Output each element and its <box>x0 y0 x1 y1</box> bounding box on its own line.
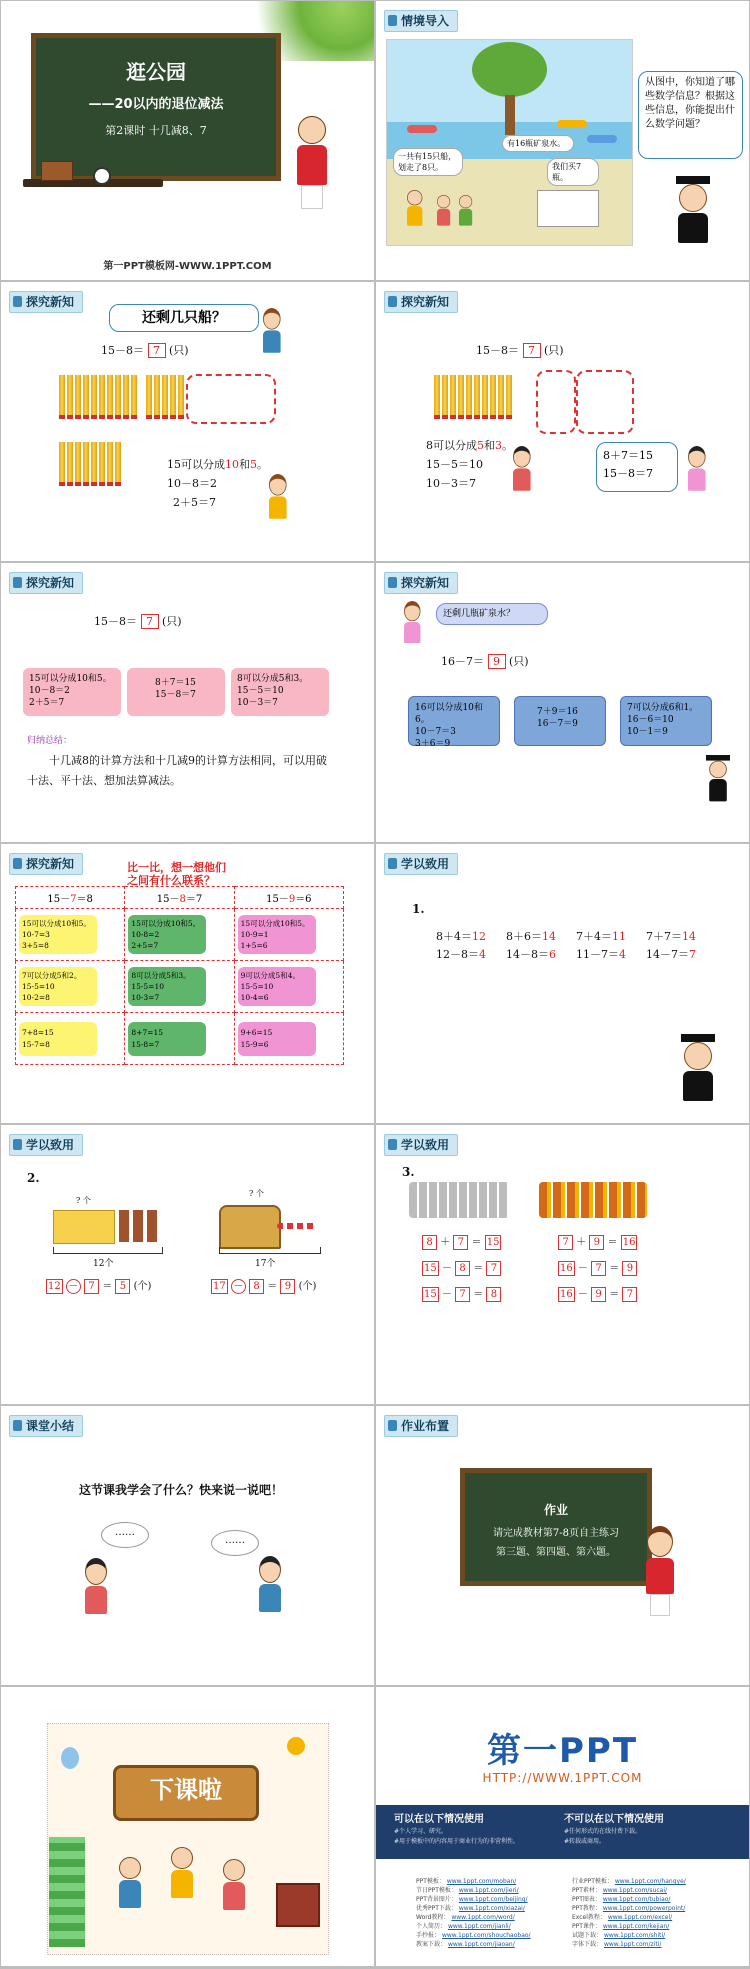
boy-figure <box>269 474 287 519</box>
link-row[interactable]: 教案下载： www.1ppt.com/jiaoan/ <box>416 1941 515 1948</box>
step-line: 2＋5＝7 <box>173 496 216 509</box>
link-row[interactable]: 手抄报： www.1ppt.com/shouchaobao/ <box>416 1932 531 1939</box>
boat-icon <box>557 120 587 128</box>
links-left <box>416 1877 531 1949</box>
compare-prompt: 比一比，想一想他们 <box>127 861 226 874</box>
chicks-icon <box>539 1182 647 1218</box>
add-bubble: 8＋7＝15 15－8＝7 <box>596 442 678 492</box>
doctor-figure <box>681 1034 715 1101</box>
total-label: 17个 <box>255 1259 276 1269</box>
child-figure <box>119 1857 141 1908</box>
equation: 17 － 8 ＝ 9 (个) <box>213 1281 317 1292</box>
unknown-label: ? 个 <box>249 1189 264 1198</box>
sun-icon <box>287 1737 305 1755</box>
cupcakes-icon <box>119 1210 161 1242</box>
exercise-item: 12－8＝4 <box>436 948 486 961</box>
slide-4-boats <box>376 282 749 561</box>
section-tag: 探究新知 <box>384 291 458 313</box>
exercise-item: 14－7＝7 <box>646 948 696 961</box>
usage-bar <box>376 1805 749 1859</box>
cover-title: 逛公园 <box>126 60 186 84</box>
slide-1-cover <box>1 1 374 280</box>
decompose-line: 8可以分成5和3。 <box>426 439 513 452</box>
slide-3-boats <box>1 282 374 561</box>
method-card: 8可以分成5和3。 15－5＝10 10－3＝7 <box>231 668 329 716</box>
leaf-pillar <box>49 1837 85 1947</box>
brand-logo: 第一PPT <box>486 1731 639 1771</box>
cell-card: 15可以分成10和5。 10-9=1 1+5=6 <box>238 915 316 954</box>
girl-figure <box>85 1558 107 1614</box>
child-figure <box>459 195 472 226</box>
girl-figure <box>404 601 421 643</box>
cell-card: 8+7=15 15-8=7 <box>128 1022 206 1056</box>
section-tag: 探究新知 <box>9 572 83 594</box>
slide-11-wrapup <box>1 1406 374 1685</box>
exercise-item: 11－7＝4 <box>576 948 626 961</box>
summary-label: 归纳总结： <box>27 736 73 746</box>
cell-card: 7+8=15 15-7=8 <box>19 1022 97 1056</box>
link-row[interactable]: PPT教程： www.1ppt.com/powerpoint/ <box>572 1905 686 1912</box>
eq-text: 15－8＝ <box>101 344 144 357</box>
exercise-item: 14－8＝6 <box>506 948 556 961</box>
link-row[interactable]: Excel教程： www.1ppt.com/excel/ <box>572 1914 673 1921</box>
equation: 8 ＋ 7 ＝ 15 <box>422 1233 501 1250</box>
boat-icon <box>587 135 617 143</box>
slide-2-scene <box>376 1 749 280</box>
method-card: 16可以分成10和6。 10－7＝3 3＋6＝9 <box>408 696 500 746</box>
section-tag: 作业布置 <box>384 1415 458 1437</box>
cell-card: 7可以分成5和2。 15-5=10 10-2=8 <box>19 967 97 1006</box>
summary-text: 十几减8的计算方法和十几减9的计算方法相同，可以用破十法、平十法、想加法算减法。 <box>27 754 327 787</box>
child-figure <box>437 195 450 226</box>
teacher-figure <box>646 1526 674 1616</box>
exercise-item: 8＋6＝14 <box>506 930 556 943</box>
homework-title: 作业 <box>543 1503 568 1517</box>
unknown-label: ? 个 <box>76 1196 91 1205</box>
cover-footer: 第一PPT模板网-WWW.1PPT.COM <box>103 261 272 272</box>
exercise-item: 7＋4＝11 <box>576 930 626 943</box>
balloon-icon <box>61 1747 79 1769</box>
beads-icon <box>277 1223 317 1229</box>
ending-title: 下课啦 <box>113 1765 259 1821</box>
slide-6-water <box>376 563 749 842</box>
child-figure <box>171 1847 193 1898</box>
equation <box>101 342 189 358</box>
cake-icon <box>53 1210 115 1244</box>
section-tag: 情境导入 <box>384 10 458 32</box>
link-row[interactable]: PPT课件： www.1ppt.com/kejian/ <box>572 1923 670 1930</box>
cannot-item: #转载或商用。 <box>564 1838 606 1845</box>
thought-bubble: …… <box>211 1530 259 1556</box>
equation: 15－8＝ 7 (只) <box>94 615 182 628</box>
equation: 16 － 7 ＝ 9 <box>558 1259 637 1276</box>
exercise-number: 2. <box>27 1171 40 1185</box>
cell-card: 8可以分成5和3。 15-5=10 10-3=7 <box>128 967 206 1006</box>
link-row[interactable]: Word教程： www.1ppt.com/word/ <box>416 1914 515 1921</box>
graduation-cap-icon <box>681 1034 715 1042</box>
step-line: 10－3＝7 <box>426 477 476 490</box>
method-card: 15可以分成10和5。 10－8＝2 2＋5＝7 <box>23 668 121 716</box>
rabbits-icon <box>409 1182 509 1218</box>
boy-figure <box>259 1556 281 1612</box>
equation: 16－7＝ 9 (只) <box>441 655 529 668</box>
books-icon <box>41 161 73 181</box>
link-row[interactable]: PPT图表： www.1ppt.com/tubiao/ <box>572 1896 671 1903</box>
answer-box: 7 <box>141 614 159 629</box>
chalkboard <box>31 33 281 181</box>
col-header: 15－8＝7 <box>125 887 234 909</box>
sticks-bundle <box>59 375 137 419</box>
answer-box: 7 <box>148 343 166 358</box>
link-row[interactable]: 优秀PPT下载： www.1ppt.com/xiazai/ <box>416 1905 525 1912</box>
sticks-loose <box>146 375 184 419</box>
signpost-icon <box>276 1883 320 1927</box>
teacher-figure <box>297 116 327 209</box>
slide-5-summary <box>1 563 374 842</box>
step-line: 15－5＝10 <box>426 458 483 471</box>
girl-figure <box>688 446 706 491</box>
speech-boats: 一共有15只船，划走了8只。 <box>393 148 463 176</box>
cell-card: 9+6=15 15-9=6 <box>238 1022 316 1056</box>
total-label: 12个 <box>93 1259 114 1269</box>
slide-10-practice-3 <box>376 1125 749 1404</box>
link-row[interactable]: 节日PPT模板： www.1ppt.com/jieri/ <box>416 1887 519 1894</box>
equation: 15 － 7 ＝ 8 <box>422 1285 501 1302</box>
slide-13-ending <box>1 1687 374 1966</box>
method-card: 7＋9＝16 16－7＝9 <box>514 696 606 746</box>
can-item: #个人学习、研究。 <box>394 1828 448 1835</box>
sticks-bundle <box>434 375 512 419</box>
speech-buy: 我们买7瓶。 <box>547 158 599 186</box>
step-line: 10－8＝2 <box>167 477 217 490</box>
exercise-item: 7＋7＝14 <box>646 930 696 943</box>
section-tag: 探究新知 <box>9 853 83 875</box>
boy-figure <box>263 308 281 353</box>
dashed-box <box>576 370 634 434</box>
col-header: 15－9＝6 <box>234 887 343 909</box>
equation: 16 － 9 ＝ 7 <box>558 1285 637 1302</box>
can-heading: 可以在以下情况使用 <box>394 1814 484 1825</box>
chalkboard <box>460 1468 652 1586</box>
brace-icon <box>53 1247 163 1254</box>
cell-card: 9可以分成5和4。 15-5=10 10-4=6 <box>238 967 316 1006</box>
equation: 7 ＋ 9 ＝ 16 <box>558 1233 637 1250</box>
equation: 15 － 8 ＝ 7 <box>422 1259 501 1276</box>
homework-line: 请完成教材第7-8页自主练习 <box>492 1528 620 1539</box>
doctor-figure <box>676 176 710 243</box>
method-card: 7可以分成6和1。 16－6＝10 10－1＝9 <box>620 696 712 746</box>
section-tag: 学以致用 <box>384 853 458 875</box>
slide-9-practice-2 <box>1 1125 374 1404</box>
tree-trunk <box>505 95 515 135</box>
sticks-taken <box>59 442 121 486</box>
compare-table <box>15 886 344 1065</box>
stall-icon <box>537 190 599 227</box>
exercise-item: 8＋4＝12 <box>436 930 486 943</box>
slide-12-homework <box>376 1406 749 1685</box>
equation: 12 － 7 ＝ 5 (个) <box>48 1281 152 1292</box>
answer-box: 9 <box>488 654 506 669</box>
homework-line: 第三题、第四题、第六题。 <box>496 1547 616 1558</box>
col-header: 15－7＝8 <box>16 887 125 909</box>
brace-icon <box>219 1247 321 1254</box>
method-card: 8＋7＝15 15－8＝7 <box>127 668 225 716</box>
slide-7-compare <box>1 844 374 1123</box>
can-item: #用于模板中的内容用于商业行为的非营利性。 <box>394 1838 520 1845</box>
wrapup-prompt: 这节课我学会了什么？快来说一说吧！ <box>79 1483 284 1497</box>
link-row[interactable]: PPT背景图片： www.1ppt.com/beijing/ <box>416 1896 528 1903</box>
exercise-number: 3. <box>402 1165 415 1179</box>
equation: 15－8＝ 7 (只) <box>476 344 564 357</box>
section-tag: 课堂小结 <box>9 1415 83 1437</box>
child-figure <box>223 1859 245 1910</box>
section-tag: 学以致用 <box>384 1134 458 1156</box>
doctor-figure <box>706 755 730 801</box>
graduation-cap-icon <box>676 176 710 184</box>
slide-14-credits <box>376 1687 749 1966</box>
thought-bubble: …… <box>101 1522 149 1548</box>
dashed-box <box>186 374 276 424</box>
child-figure <box>407 190 422 226</box>
decompose-line: 15可以分成10和5。 <box>167 458 268 471</box>
link-row[interactable]: 个人简历： www.1ppt.com/jianli/ <box>416 1923 511 1930</box>
section-tag: 探究新知 <box>9 291 83 313</box>
answer-box: 7 <box>523 343 541 358</box>
exercise-number: 1. <box>412 902 425 916</box>
link-row[interactable]: 试题下载： www.1ppt.com/shiti/ <box>572 1932 666 1939</box>
dashed-box <box>536 370 576 434</box>
link-row[interactable]: 行业PPT模板： www.1ppt.com/hangye/ <box>572 1878 686 1885</box>
slide-8-practice-1 <box>376 844 749 1123</box>
cell-card: 15可以分成10和5。 10-8=2 2+5=7 <box>128 915 206 954</box>
link-row[interactable]: PPT素材： www.1ppt.com/sucai/ <box>572 1887 668 1894</box>
cell-card: 15可以分成10和5。 10-7=3 3+5=8 <box>19 915 97 954</box>
park-scene <box>386 39 633 246</box>
cannot-item: #任何形式的在线付费下载。 <box>564 1828 642 1835</box>
question-bubble: 还剩几瓶矿泉水？ <box>436 603 548 625</box>
treasure-box-icon <box>219 1205 281 1249</box>
cover-lesson: 第2课时 十几减8、7 <box>105 124 207 137</box>
links-right <box>572 1877 686 1949</box>
cover-subtitle: ——20以内的退位减法 <box>88 97 224 112</box>
clock-icon <box>93 167 111 185</box>
compare-prompt: 之间有什么联系？ <box>127 874 215 887</box>
link-row[interactable]: PPT模板： www.1ppt.com/moban/ <box>416 1878 517 1885</box>
brand-url[interactable]: HTTP://WWW.1PPT.COM <box>482 1771 643 1785</box>
girl-figure <box>513 446 531 491</box>
boat-icon <box>407 125 437 133</box>
tree-icon <box>472 42 547 97</box>
unit: (只) <box>169 344 189 357</box>
question-bubble: 还剩几只船？ <box>109 304 259 332</box>
link-row[interactable]: 字体下载： www.1ppt.com/ziti/ <box>572 1941 662 1948</box>
question-bubble: 从图中，你知道了哪些数学信息？根据这些信息，你能提出什么数学问题？ <box>638 71 743 159</box>
section-tag: 学以致用 <box>9 1134 83 1156</box>
cannot-heading: 不可以在以下情况使用 <box>564 1814 664 1825</box>
section-tag: 探究新知 <box>384 572 458 594</box>
speech-water: 有16瓶矿泉水。 <box>502 135 574 152</box>
